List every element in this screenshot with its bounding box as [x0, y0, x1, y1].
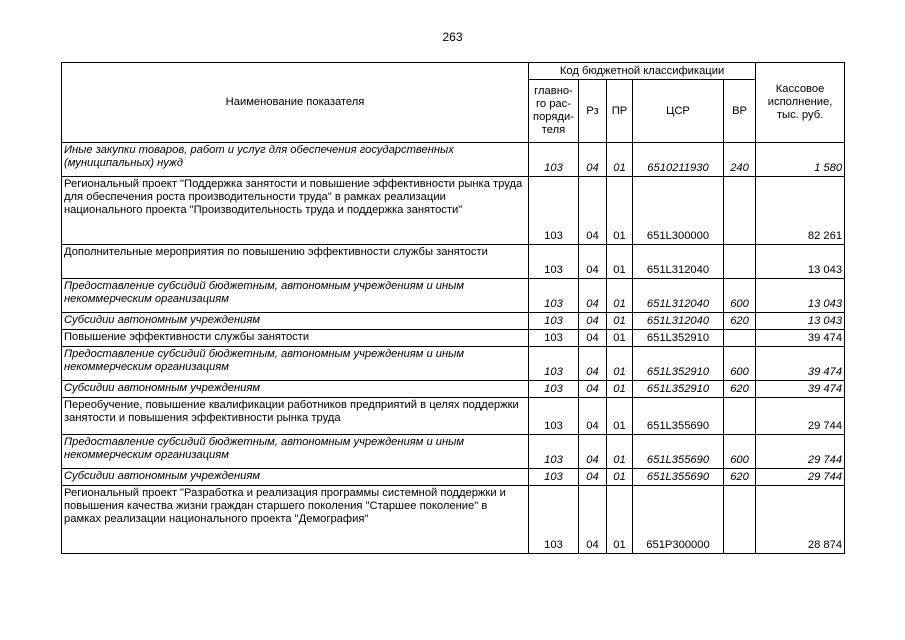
row-pr: 01	[607, 469, 633, 486]
table-row	[62, 435, 845, 469]
page-number: 263	[442, 30, 463, 44]
row-amount: 39 474	[756, 381, 845, 398]
row-csr: 651L312040	[633, 245, 724, 279]
row-csr: 651L312040	[633, 313, 724, 330]
row-vr: 240	[724, 143, 756, 177]
table-header	[62, 63, 845, 143]
row-pr: 01	[607, 486, 633, 554]
row-rz: 04	[579, 347, 607, 381]
table-row	[62, 486, 845, 554]
row-rz: 04	[579, 177, 607, 245]
row-vr	[724, 245, 756, 279]
row-amount: 1 580	[756, 143, 845, 177]
row-csr: 651L355690	[633, 398, 724, 435]
row-name: Предоставление субсидий бюджетным, автономным учреждениям и иным некоммерческим организациям	[62, 435, 529, 469]
row-vr	[724, 330, 756, 347]
table-row	[62, 279, 845, 313]
row-name: Субсидии автономным учреждениям	[62, 313, 529, 330]
header-kbk-group: Код бюджетной классификации	[529, 63, 756, 80]
row-name: Субсидии автономным учреждениям	[62, 469, 529, 486]
table-row	[62, 469, 845, 486]
table-row	[62, 245, 845, 279]
header-pr: ПР	[607, 80, 633, 143]
header-name: Наименование показателя	[62, 63, 529, 143]
row-amount: 29 744	[756, 469, 845, 486]
row-vr: 600	[724, 347, 756, 381]
row-glavn: 103	[529, 143, 579, 177]
table-body	[62, 143, 845, 554]
row-amount: 39 474	[756, 347, 845, 381]
row-rz: 04	[579, 381, 607, 398]
table-row	[62, 177, 845, 245]
row-vr: 620	[724, 381, 756, 398]
row-glavn: 103	[529, 381, 579, 398]
row-glavn: 103	[529, 435, 579, 469]
row-pr: 01	[607, 435, 633, 469]
row-vr: 600	[724, 279, 756, 313]
row-vr	[724, 177, 756, 245]
row-rz: 04	[579, 279, 607, 313]
header-csr: ЦСР	[633, 80, 724, 143]
row-amount: 39 474	[756, 330, 845, 347]
row-pr: 01	[607, 279, 633, 313]
row-rz: 04	[579, 330, 607, 347]
row-glavn: 103	[529, 330, 579, 347]
row-glavn: 103	[529, 279, 579, 313]
row-vr: 620	[724, 313, 756, 330]
table-row	[62, 330, 845, 347]
row-glavn: 103	[529, 398, 579, 435]
row-rz: 04	[579, 398, 607, 435]
row-pr: 01	[607, 245, 633, 279]
row-name: Региональный проект "Разработка и реализация программы системной поддержки и повышения качества жизни граждан старшего поколения "Старшее поколение" в рамках реализации национального проекта "Демография"	[62, 486, 529, 554]
row-glavn: 103	[529, 486, 579, 554]
table-row	[62, 313, 845, 330]
row-glavn: 103	[529, 469, 579, 486]
header-rz: Рз	[579, 80, 607, 143]
row-amount: 82 261	[756, 177, 845, 245]
row-csr: 651L355690	[633, 435, 724, 469]
header-glavn: главно-го рас-поряди-теля	[529, 80, 579, 143]
row-csr: 651L355690	[633, 469, 724, 486]
row-name: Переобучение, повышение квалификации работников предприятий в целях поддержки занятости и повышения эффективности рынка труда	[62, 398, 529, 435]
row-vr: 620	[724, 469, 756, 486]
row-rz: 04	[579, 486, 607, 554]
row-glavn: 103	[529, 177, 579, 245]
row-name: Предоставление субсидий бюджетным, автономным учреждениям и иным некоммерческим организациям	[62, 347, 529, 381]
row-vr: 600	[724, 435, 756, 469]
row-csr: 651L352910	[633, 347, 724, 381]
row-vr	[724, 398, 756, 435]
row-csr: 6510211930	[633, 143, 724, 177]
table-row	[62, 347, 845, 381]
row-csr: 651L312040	[633, 279, 724, 313]
row-glavn: 103	[529, 313, 579, 330]
row-pr: 01	[607, 143, 633, 177]
row-rz: 04	[579, 435, 607, 469]
row-csr: 651L352910	[633, 330, 724, 347]
row-rz: 04	[579, 245, 607, 279]
row-csr: 651L352910	[633, 381, 724, 398]
row-amount: 13 043	[756, 245, 845, 279]
header-amount: Кассовое исполнение, тыс. руб.	[756, 63, 845, 143]
row-amount: 13 043	[756, 313, 845, 330]
row-rz: 04	[579, 469, 607, 486]
row-amount: 13 043	[756, 279, 845, 313]
row-pr: 01	[607, 330, 633, 347]
row-rz: 04	[579, 313, 607, 330]
row-name: Повышение эффективности службы занятости	[62, 330, 529, 347]
table-row	[62, 398, 845, 435]
row-amount: 29 744	[756, 398, 845, 435]
table-row	[62, 381, 845, 398]
row-name: Дополнительные мероприятия по повышению эффективности службы занятости	[62, 245, 529, 279]
row-pr: 01	[607, 347, 633, 381]
row-csr: 651L300000	[633, 177, 724, 245]
row-csr: 651P300000	[633, 486, 724, 554]
row-vr	[724, 486, 756, 554]
header-vr: ВР	[724, 80, 756, 143]
row-pr: 01	[607, 313, 633, 330]
row-glavn: 103	[529, 347, 579, 381]
row-glavn: 103	[529, 245, 579, 279]
row-pr: 01	[607, 398, 633, 435]
row-name: Иные закупки товаров, работ и услуг для обеспечения государственных (муниципальных) нужд	[62, 143, 529, 177]
row-amount: 28 874	[756, 486, 845, 554]
table-row	[62, 143, 845, 177]
row-pr: 01	[607, 381, 633, 398]
row-name: Субсидии автономным учреждениям	[62, 381, 529, 398]
row-name: Предоставление субсидий бюджетным, автономным учреждениям и иным некоммерческим организациям	[62, 279, 529, 313]
budget-table	[61, 62, 845, 554]
row-name: Региональный проект "Поддержка занятости и повышение эффективности рынка труда для обеспечения роста производительности труда" в рамках реализации национального проекта "Производительность труда и поддержка занятости"	[62, 177, 529, 245]
row-amount: 29 744	[756, 435, 845, 469]
row-rz: 04	[579, 143, 607, 177]
row-pr: 01	[607, 177, 633, 245]
